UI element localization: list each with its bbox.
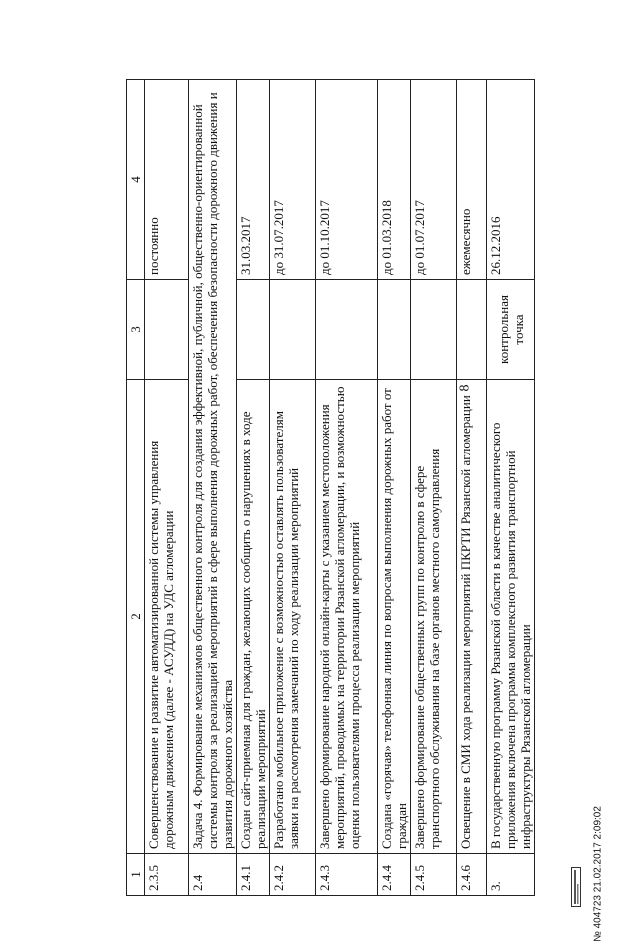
row-control (457, 280, 487, 380)
rotated-table-sheet (126, 80, 533, 896)
row-control (378, 280, 411, 380)
table-row (189, 80, 237, 896)
row-control (145, 280, 189, 380)
row-control (270, 280, 316, 380)
page-number: 8 (457, 384, 473, 392)
header-col-1: 1 (127, 854, 145, 896)
table-row (270, 80, 316, 896)
table-row (457, 80, 487, 896)
row-control (237, 280, 270, 380)
row-text: Завершено формирование общественных групп по контролю в сфере транспортного обслуживания на базе органов местного самоуправления (411, 380, 457, 854)
row-number: 2.4 (189, 854, 237, 896)
row-text: Освещение в СМИ хода реализации мероприятий ПКРТИ Рязанской агломерации (457, 380, 487, 854)
table-row (411, 80, 457, 896)
row-text: Совершенствование и развитие автоматизированной системы управления дорожным движением (далее - АСУДД) на УДС агломерации (145, 380, 189, 854)
row-text: Создан сайт-приемная для граждан, желающих сообщить о нарушениях в ходе реализации мероприятий (237, 380, 270, 854)
document-stamp: № 404723 21.02.2017 2:09:02 (592, 806, 604, 942)
row-control (316, 280, 378, 380)
row-control (411, 280, 457, 380)
row-deadline: до 31.07.2017 (270, 80, 316, 280)
header-row (127, 80, 145, 896)
row-number: 2.4.3 (316, 854, 378, 896)
header-col-4: 4 (127, 80, 145, 280)
table-row (487, 80, 535, 896)
table-row (378, 80, 411, 896)
table-row (145, 80, 189, 896)
row-number: 2.3.5 (145, 854, 189, 896)
row-task-heading: Задача 4. Формирование механизмов общественного контроля для создания эффективной, публичной, общественно-ориентированной системы контроля за реализацией мероприятий в сфере выполнения дорожных работ, обеспечения безопасности дорожного движения и развития дорожного хозяйства (189, 80, 237, 854)
header-col-3: 3 (127, 280, 145, 380)
row-deadline: 31.03.2017 (237, 80, 270, 280)
table-row (237, 80, 270, 896)
row-number: 2.4.6 (457, 854, 487, 896)
row-deadline: до 01.03.2018 (378, 80, 411, 280)
row-number: 2.4.5 (411, 854, 457, 896)
row-control: контрольная точка (487, 280, 535, 380)
row-deadline: 26.12.2016 (487, 80, 535, 280)
row-number: 2.4.2 (270, 854, 316, 896)
row-text: Создана «горячая» телефонная линия по вопросам выполнения дорожных работ от граждан (378, 380, 411, 854)
document-logo-icon (571, 867, 581, 907)
row-number: 2.4.4 (378, 854, 411, 896)
row-number: 2.4.1 (237, 854, 270, 896)
row-number: 3. (487, 854, 535, 896)
row-deadline: постоянно (145, 80, 189, 280)
measures-table (126, 79, 535, 896)
header-col-2: 2 (127, 380, 145, 854)
row-text: Завершено формирование народной онлайн-карты с указанием местоположения мероприятий, проводимых на территории Рязанской агломерации, и возможностью оценки пользователями процесса реализации мероприятий (316, 380, 378, 854)
row-text: В государственную программу Рязанской области в качестве аналитического приложения включена программа комплексного развития транспортной инфраструктуры Рязанской агломерации (487, 380, 535, 854)
row-deadline: ежемесячно (457, 80, 487, 280)
row-text: Разработано мобильное приложение с возможностью оставлять пользователям заявки на рассмотрения замечаний по ходу реализации мероприятий (270, 380, 316, 854)
table-row (316, 80, 378, 896)
row-deadline: до 01.10.2017 (316, 80, 378, 280)
row-deadline: до 01.07.2017 (411, 80, 457, 280)
